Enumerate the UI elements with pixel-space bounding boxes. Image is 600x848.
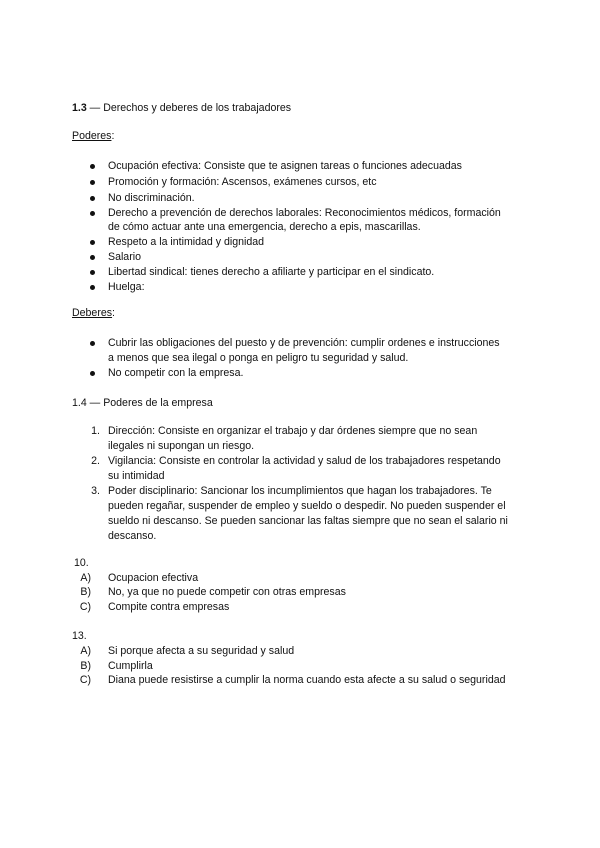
list-item-continuation: de cómo actuar ante una emergencia, derecho a epis, mascarillas.	[108, 221, 421, 233]
list-item: Ocupación efectiva: Consiste que te asignen tareas o funciones adecuadas	[108, 160, 462, 172]
list-item-continuation: pueden regañar, suspender de empleo y sueldo o despedir. No pueden suspender el	[108, 500, 506, 512]
poderes-heading-text: Poderes	[72, 130, 112, 142]
section-heading-1-4: 1.4 — Poderes de la empresa	[72, 397, 213, 409]
deberes-heading-colon: :	[112, 307, 115, 319]
bullet-icon	[90, 285, 95, 290]
list-number: 3.	[91, 485, 100, 497]
list-item: Huelga:	[108, 281, 145, 293]
bullet-icon	[90, 180, 95, 185]
answer-letter: B)	[80, 586, 91, 598]
answer-letter: C)	[79, 674, 91, 686]
poderes-heading	[72, 129, 114, 143]
list-item: Derecho a prevención de derechos laborales: Reconocimientos médicos, formación	[108, 207, 501, 219]
list-item: No competir con la empresa.	[108, 367, 244, 379]
question-10-number: 10.	[74, 557, 89, 569]
answer-item: Cumplirla	[108, 660, 153, 672]
answer-item: Ocupacion efectiva	[108, 572, 199, 584]
bullet-icon	[90, 164, 95, 169]
list-item: Poder disciplinario: Sancionar los incumplimientos que hagan los trabajadores. Te	[108, 485, 492, 497]
list-item-continuation: su intimidad	[108, 470, 165, 482]
list-number: 2.	[91, 455, 100, 467]
list-item: Respeto a la intimidad y dignidad	[108, 236, 265, 248]
answer-item: Diana puede resistirse a cumplir la norma cuando esta afecte a su salud o seguridad	[108, 674, 506, 686]
list-item: Vigilancia: Consiste en controlar la actividad y salud de los trabajadores respetando	[108, 455, 501, 467]
bullet-icon	[90, 371, 95, 376]
list-item-continuation: sueldo ni descanso. Se pueden sancionar las faltas siempre que no sean el salario ni	[108, 515, 508, 527]
section-heading-1-3	[72, 101, 291, 115]
answer-letter: B)	[80, 660, 91, 672]
bullet-icon	[90, 255, 95, 260]
bullet-icon	[90, 211, 95, 216]
bullet-icon	[90, 196, 95, 201]
list-item-continuation: a menos que sea ilegal o ponga en peligro tu seguridad y salud.	[108, 352, 409, 364]
list-item-continuation: ilegales ni supongan un riesgo.	[108, 440, 255, 452]
answer-item: Si porque afecta a su seguridad y salud	[108, 645, 295, 657]
bullet-icon	[90, 341, 95, 346]
list-item: Salario	[108, 251, 141, 263]
answer-letter: A)	[80, 645, 91, 657]
bullet-icon	[90, 270, 95, 275]
answer-letter: C)	[79, 601, 91, 613]
section-number: 1.3	[72, 102, 87, 114]
deberes-heading	[72, 306, 115, 320]
list-item: No discriminación.	[108, 192, 195, 204]
poderes-heading-colon: :	[111, 130, 115, 142]
bullet-icon	[90, 240, 95, 245]
list-item: Cubrir las obligaciones del puesto y de prevención: cumplir ordenes e instrucciones	[108, 337, 500, 349]
list-item-continuation: descanso.	[108, 530, 157, 542]
answer-item: No, ya que no puede competir con otras empresas	[108, 586, 346, 598]
list-item: Promoción y formación: Ascensos, exámenes cursos, etc	[108, 176, 377, 188]
list-item: Libertad sindical: tienes derecho a afiliarte y participar en el sindicato.	[108, 266, 435, 278]
question-13-number: 13.	[72, 630, 87, 642]
answer-letter: A)	[80, 572, 91, 584]
section-title: — Derechos y deberes de los trabajadores	[86, 102, 292, 114]
answer-item: Compite contra empresas	[108, 601, 230, 613]
deberes-heading-text: Deberes	[72, 307, 113, 319]
list-item: Dirección: Consiste en organizar el trabajo y dar órdenes siempre que no sean	[108, 425, 478, 437]
list-number: 1.	[91, 425, 100, 437]
